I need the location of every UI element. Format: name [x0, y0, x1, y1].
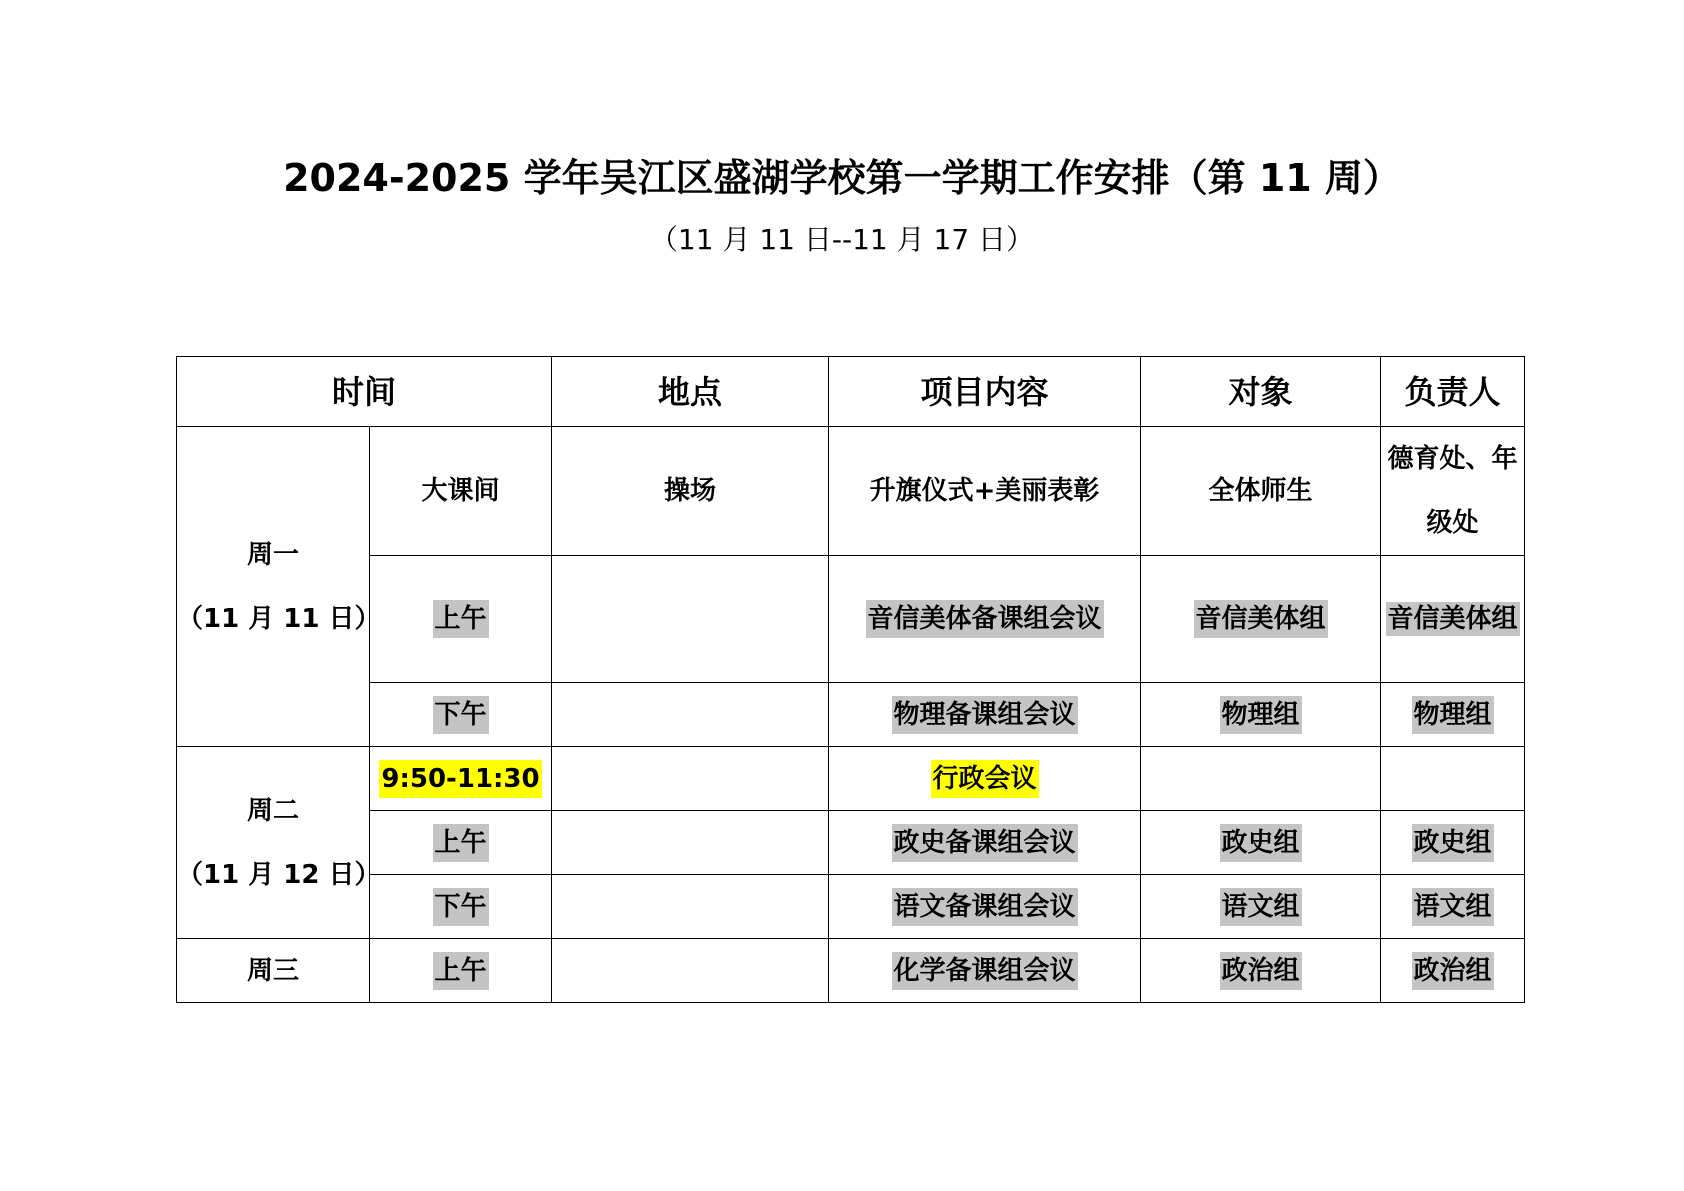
place-text: 操场: [664, 476, 717, 506]
slot-text: 9:50-11:30: [379, 760, 541, 798]
content-cell: [829, 556, 1141, 683]
slot-text: 大课间: [421, 476, 500, 506]
schedule-table: [176, 356, 1525, 1003]
audience-cell: [1141, 875, 1381, 939]
content-text: 升旗仪式+美丽表彰: [869, 476, 1100, 506]
place-cell: [552, 811, 829, 875]
content-text: 语文备课组会议: [892, 888, 1078, 926]
owner-text: 政史组: [1412, 824, 1494, 862]
table-row: [177, 427, 1525, 556]
slot-text: 下午: [433, 888, 489, 926]
place-cell: [552, 747, 829, 811]
content-text: 行政会议: [931, 760, 1039, 798]
audience-text: 语文组: [1220, 888, 1302, 926]
content-text: 物理备课组会议: [892, 696, 1078, 734]
place-cell: [552, 556, 829, 683]
content-cell: [829, 427, 1141, 556]
day-cell-monday: [177, 427, 381, 747]
owner-text: 物理组: [1412, 696, 1494, 734]
day-name: 周三: [246, 955, 299, 986]
header-place: 地点: [552, 357, 829, 427]
header-time: 时间: [177, 357, 552, 427]
owner-cell: [1381, 811, 1525, 875]
day-name: 周二: [246, 795, 299, 826]
day-date: （11 月 11 日）: [177, 603, 381, 634]
table-row: [177, 747, 1525, 811]
day-name: 周一: [246, 539, 299, 570]
audience-text: 全体师生: [1208, 476, 1313, 506]
header-owner: 负责人: [1381, 357, 1525, 427]
owner-text: 德育处、年级处: [1387, 444, 1518, 538]
owner-cell: [1381, 683, 1525, 747]
audience-text: 政治组: [1220, 952, 1302, 990]
audience-text: 音信美体组: [1194, 600, 1328, 638]
table-row: [177, 683, 1525, 747]
content-cell: [829, 875, 1141, 939]
owner-text: 政治组: [1412, 952, 1494, 990]
place-cell: [552, 683, 829, 747]
slot-cell: [370, 427, 552, 556]
owner-text: 语文组: [1412, 888, 1494, 926]
audience-cell: [1141, 427, 1381, 556]
place-cell: [552, 875, 829, 939]
audience-cell: [1141, 556, 1381, 683]
header-content: 项目内容: [829, 357, 1141, 427]
day-cell-tuesday: [177, 747, 381, 939]
table-row: [177, 939, 1525, 1003]
content-text: 音信美体备课组会议: [866, 600, 1104, 638]
slot-text: 下午: [433, 696, 489, 734]
content-cell: [829, 747, 1141, 811]
slot-text: 上午: [433, 600, 489, 638]
owner-cell: [1381, 875, 1525, 939]
owner-cell: [1381, 747, 1525, 811]
owner-text: 音信美体组: [1387, 604, 1518, 634]
slot-text: 上午: [433, 824, 489, 862]
slot-cell: [370, 747, 552, 811]
slot-cell: [370, 811, 552, 875]
content-cell: [829, 811, 1141, 875]
document-subtitle: （11 月 11 日--11 月 17 日）: [649, 223, 1035, 256]
audience-cell: [1141, 747, 1381, 811]
place-cell: [552, 939, 829, 1003]
content-text: 政史备课组会议: [892, 824, 1078, 862]
audience-text: 政史组: [1220, 824, 1302, 862]
document-title: 2024-2025 学年吴江区盛湖学校第一学期工作安排（第 11 周）: [283, 156, 1401, 200]
day-cell-wednesday: [177, 939, 370, 1003]
content-text: 化学备课组会议: [892, 952, 1078, 990]
content-cell: [829, 939, 1141, 1003]
header-audience: 对象: [1141, 357, 1381, 427]
slot-text: 上午: [433, 952, 489, 990]
slot-cell: [370, 556, 552, 683]
slot-cell: [370, 875, 552, 939]
day-date: （11 月 12 日）: [177, 859, 381, 890]
owner-cell: [1381, 427, 1525, 556]
audience-text: 物理组: [1220, 696, 1302, 734]
audience-cell: [1141, 939, 1381, 1003]
header-row: [177, 357, 1525, 427]
slot-cell: [370, 939, 552, 1003]
audience-cell: [1141, 811, 1381, 875]
slot-cell: [370, 683, 552, 747]
owner-cell: [1381, 939, 1525, 1003]
place-cell: [552, 427, 829, 556]
content-cell: [829, 683, 1141, 747]
owner-cell: [1381, 556, 1525, 683]
audience-cell: [1141, 683, 1381, 747]
